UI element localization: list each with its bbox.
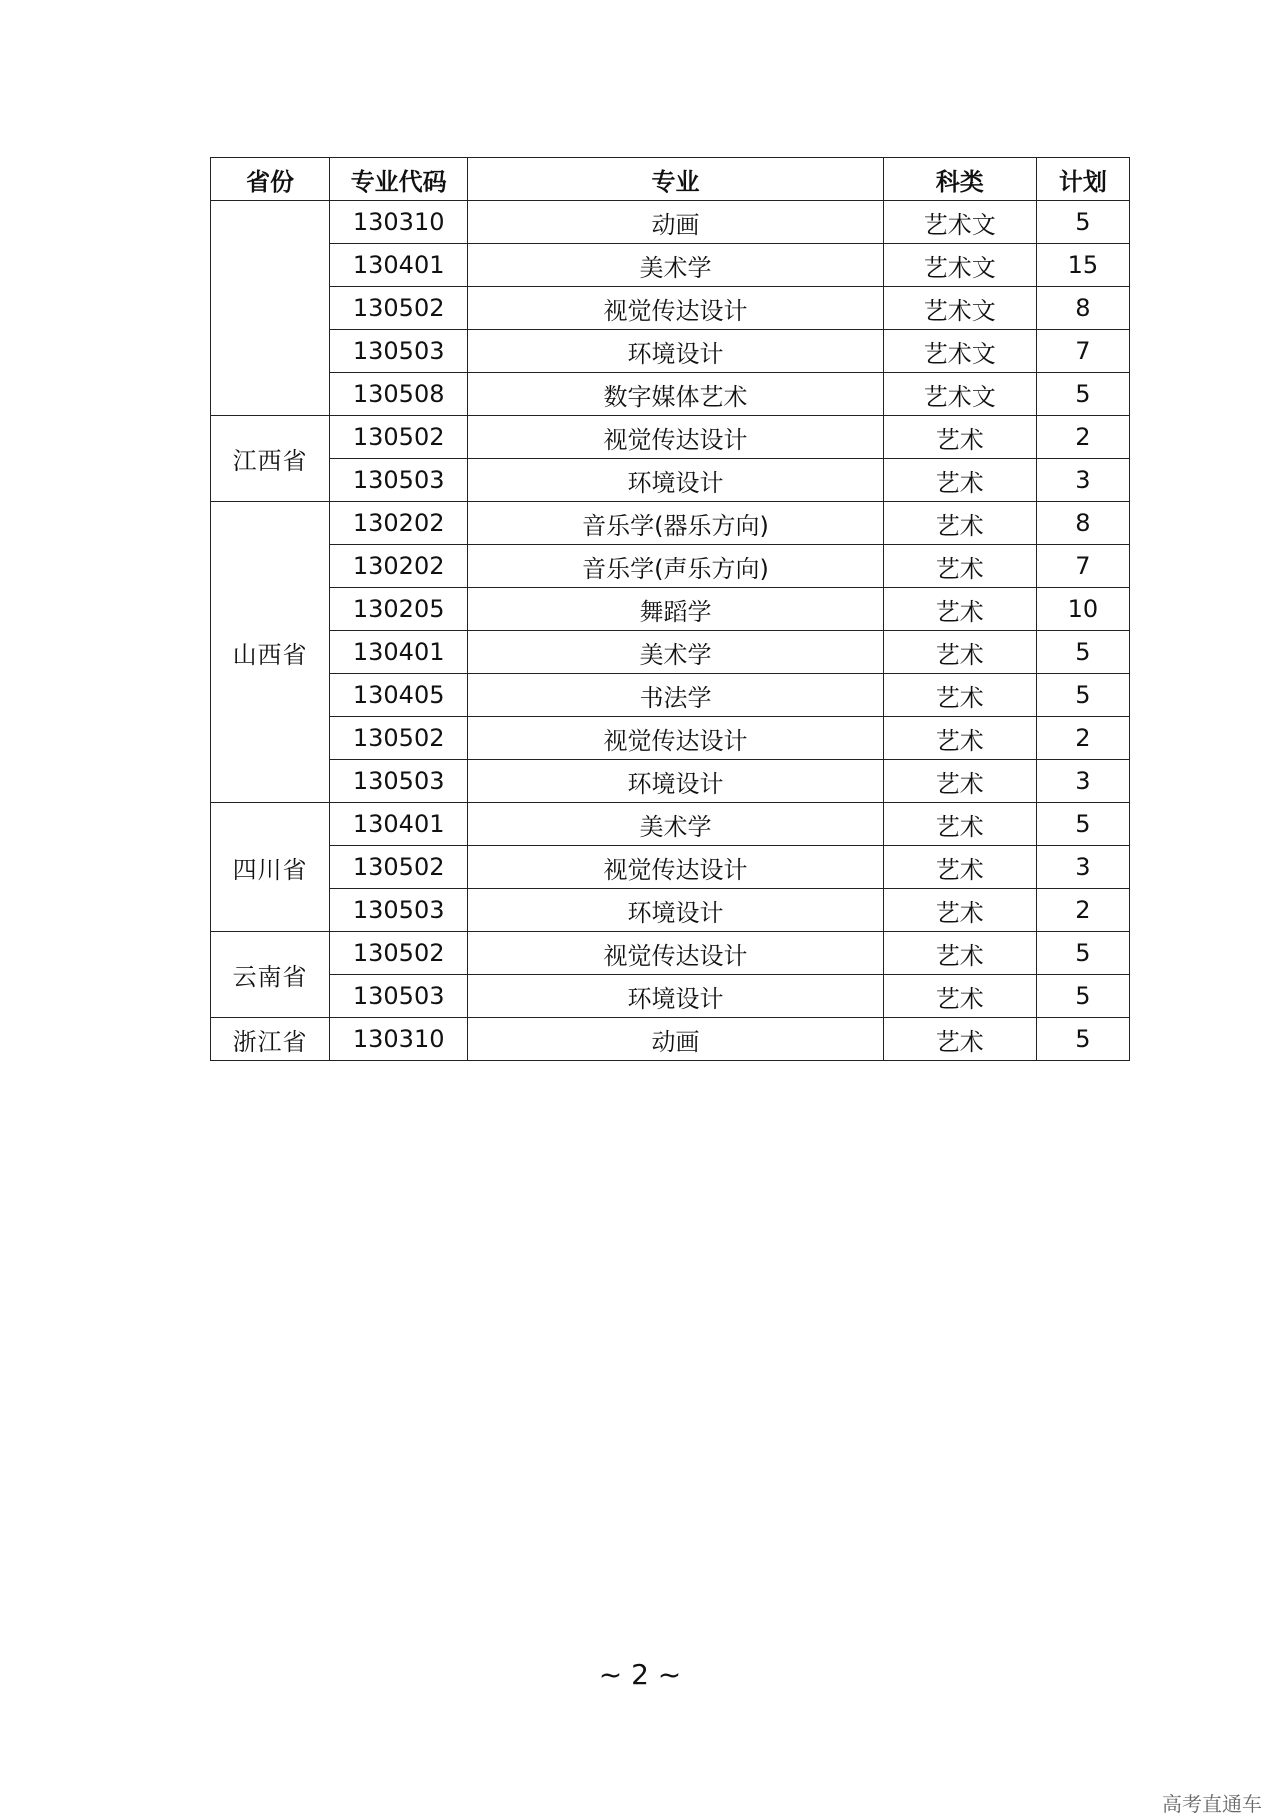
major-cell: 动画 xyxy=(468,201,883,244)
major-code-cell: 130503 xyxy=(330,330,468,373)
page-number: ~ 2 ~ xyxy=(598,1658,682,1691)
table-row xyxy=(211,846,1130,889)
plan-cell: 2 xyxy=(1036,717,1129,760)
table-row xyxy=(211,932,1130,975)
table-row xyxy=(211,674,1130,717)
plan-cell: 3 xyxy=(1036,459,1129,502)
table-row xyxy=(211,588,1130,631)
header-major-code: 专业代码 xyxy=(330,158,468,201)
category-cell: 艺术 xyxy=(883,932,1036,975)
major-cell: 美术学 xyxy=(468,803,883,846)
major-code-cell: 130202 xyxy=(330,545,468,588)
province-cell xyxy=(211,201,330,416)
plan-cell: 5 xyxy=(1036,373,1129,416)
plan-cell: 7 xyxy=(1036,330,1129,373)
table-row xyxy=(211,502,1130,545)
province-cell: 江西省 xyxy=(211,416,330,502)
major-cell: 音乐学(声乐方向) xyxy=(468,545,883,588)
major-cell: 舞蹈学 xyxy=(468,588,883,631)
table-row xyxy=(211,760,1130,803)
table-row xyxy=(211,373,1130,416)
major-cell: 美术学 xyxy=(468,244,883,287)
table-row xyxy=(211,330,1130,373)
category-cell: 艺术 xyxy=(883,803,1036,846)
enrollment-plan-table xyxy=(210,157,1130,1061)
table-row xyxy=(211,545,1130,588)
plan-cell: 7 xyxy=(1036,545,1129,588)
major-code-cell: 130502 xyxy=(330,932,468,975)
category-cell: 艺术 xyxy=(883,459,1036,502)
major-code-cell: 130405 xyxy=(330,674,468,717)
header-province: 省份 xyxy=(211,158,330,201)
major-code-cell: 130202 xyxy=(330,502,468,545)
table-row xyxy=(211,201,1130,244)
province-cell: 四川省 xyxy=(211,803,330,932)
plan-cell: 8 xyxy=(1036,502,1129,545)
category-cell: 艺术 xyxy=(883,588,1036,631)
major-code-cell: 130503 xyxy=(330,889,468,932)
plan-cell: 5 xyxy=(1036,674,1129,717)
plan-cell: 3 xyxy=(1036,846,1129,889)
major-cell: 视觉传达设计 xyxy=(468,932,883,975)
major-code-cell: 130401 xyxy=(330,631,468,674)
category-cell: 艺术 xyxy=(883,975,1036,1018)
major-cell: 动画 xyxy=(468,1018,883,1061)
table-row xyxy=(211,416,1130,459)
major-code-cell: 130503 xyxy=(330,459,468,502)
major-cell: 环境设计 xyxy=(468,459,883,502)
category-cell: 艺术文 xyxy=(883,201,1036,244)
plan-cell: 15 xyxy=(1036,244,1129,287)
major-cell: 视觉传达设计 xyxy=(468,717,883,760)
category-cell: 艺术 xyxy=(883,760,1036,803)
major-code-cell: 130502 xyxy=(330,416,468,459)
province-cell: 云南省 xyxy=(211,932,330,1018)
plan-cell: 10 xyxy=(1036,588,1129,631)
province-cell: 浙江省 xyxy=(211,1018,330,1061)
major-cell: 美术学 xyxy=(468,631,883,674)
major-code-cell: 130502 xyxy=(330,287,468,330)
major-cell: 环境设计 xyxy=(468,889,883,932)
major-cell: 环境设计 xyxy=(468,760,883,803)
watermark-text: 高考直通车 xyxy=(1162,1792,1262,1816)
plan-cell: 5 xyxy=(1036,932,1129,975)
major-cell: 书法学 xyxy=(468,674,883,717)
category-cell: 艺术 xyxy=(883,631,1036,674)
major-cell: 视觉传达设计 xyxy=(468,416,883,459)
plan-cell: 5 xyxy=(1036,975,1129,1018)
header-category: 科类 xyxy=(883,158,1036,201)
province-cell: 山西省 xyxy=(211,502,330,803)
major-code-cell: 130503 xyxy=(330,760,468,803)
major-cell: 视觉传达设计 xyxy=(468,287,883,330)
table-row xyxy=(211,889,1130,932)
table-row xyxy=(211,803,1130,846)
major-code-cell: 130502 xyxy=(330,846,468,889)
major-code-cell: 130310 xyxy=(330,201,468,244)
plan-cell: 5 xyxy=(1036,1018,1129,1061)
plan-cell: 5 xyxy=(1036,201,1129,244)
table-row xyxy=(211,459,1130,502)
plan-cell: 2 xyxy=(1036,889,1129,932)
category-cell: 艺术文 xyxy=(883,373,1036,416)
category-cell: 艺术 xyxy=(883,674,1036,717)
plan-cell: 3 xyxy=(1036,760,1129,803)
category-cell: 艺术 xyxy=(883,846,1036,889)
category-cell: 艺术文 xyxy=(883,287,1036,330)
category-cell: 艺术 xyxy=(883,717,1036,760)
category-cell: 艺术文 xyxy=(883,244,1036,287)
table-row xyxy=(211,1018,1130,1061)
major-cell: 数字媒体艺术 xyxy=(468,373,883,416)
major-cell: 视觉传达设计 xyxy=(468,846,883,889)
plan-cell: 8 xyxy=(1036,287,1129,330)
plan-cell: 5 xyxy=(1036,631,1129,674)
major-code-cell: 130401 xyxy=(330,803,468,846)
category-cell: 艺术 xyxy=(883,889,1036,932)
header-plan: 计划 xyxy=(1036,158,1129,201)
major-cell: 环境设计 xyxy=(468,330,883,373)
major-code-cell: 130502 xyxy=(330,717,468,760)
major-code-cell: 130508 xyxy=(330,373,468,416)
category-cell: 艺术文 xyxy=(883,330,1036,373)
table-header-row xyxy=(211,158,1130,201)
plan-cell: 2 xyxy=(1036,416,1129,459)
table-row xyxy=(211,244,1130,287)
major-cell: 音乐学(器乐方向) xyxy=(468,502,883,545)
major-code-cell: 130401 xyxy=(330,244,468,287)
plan-cell: 5 xyxy=(1036,803,1129,846)
table-row xyxy=(211,717,1130,760)
table-row xyxy=(211,287,1130,330)
category-cell: 艺术 xyxy=(883,545,1036,588)
category-cell: 艺术 xyxy=(883,502,1036,545)
table-row xyxy=(211,631,1130,674)
category-cell: 艺术 xyxy=(883,416,1036,459)
category-cell: 艺术 xyxy=(883,1018,1036,1061)
major-code-cell: 130205 xyxy=(330,588,468,631)
major-code-cell: 130503 xyxy=(330,975,468,1018)
major-cell: 环境设计 xyxy=(468,975,883,1018)
table-row xyxy=(211,975,1130,1018)
header-major: 专业 xyxy=(468,158,883,201)
table-body xyxy=(211,201,1130,1061)
major-code-cell: 130310 xyxy=(330,1018,468,1061)
